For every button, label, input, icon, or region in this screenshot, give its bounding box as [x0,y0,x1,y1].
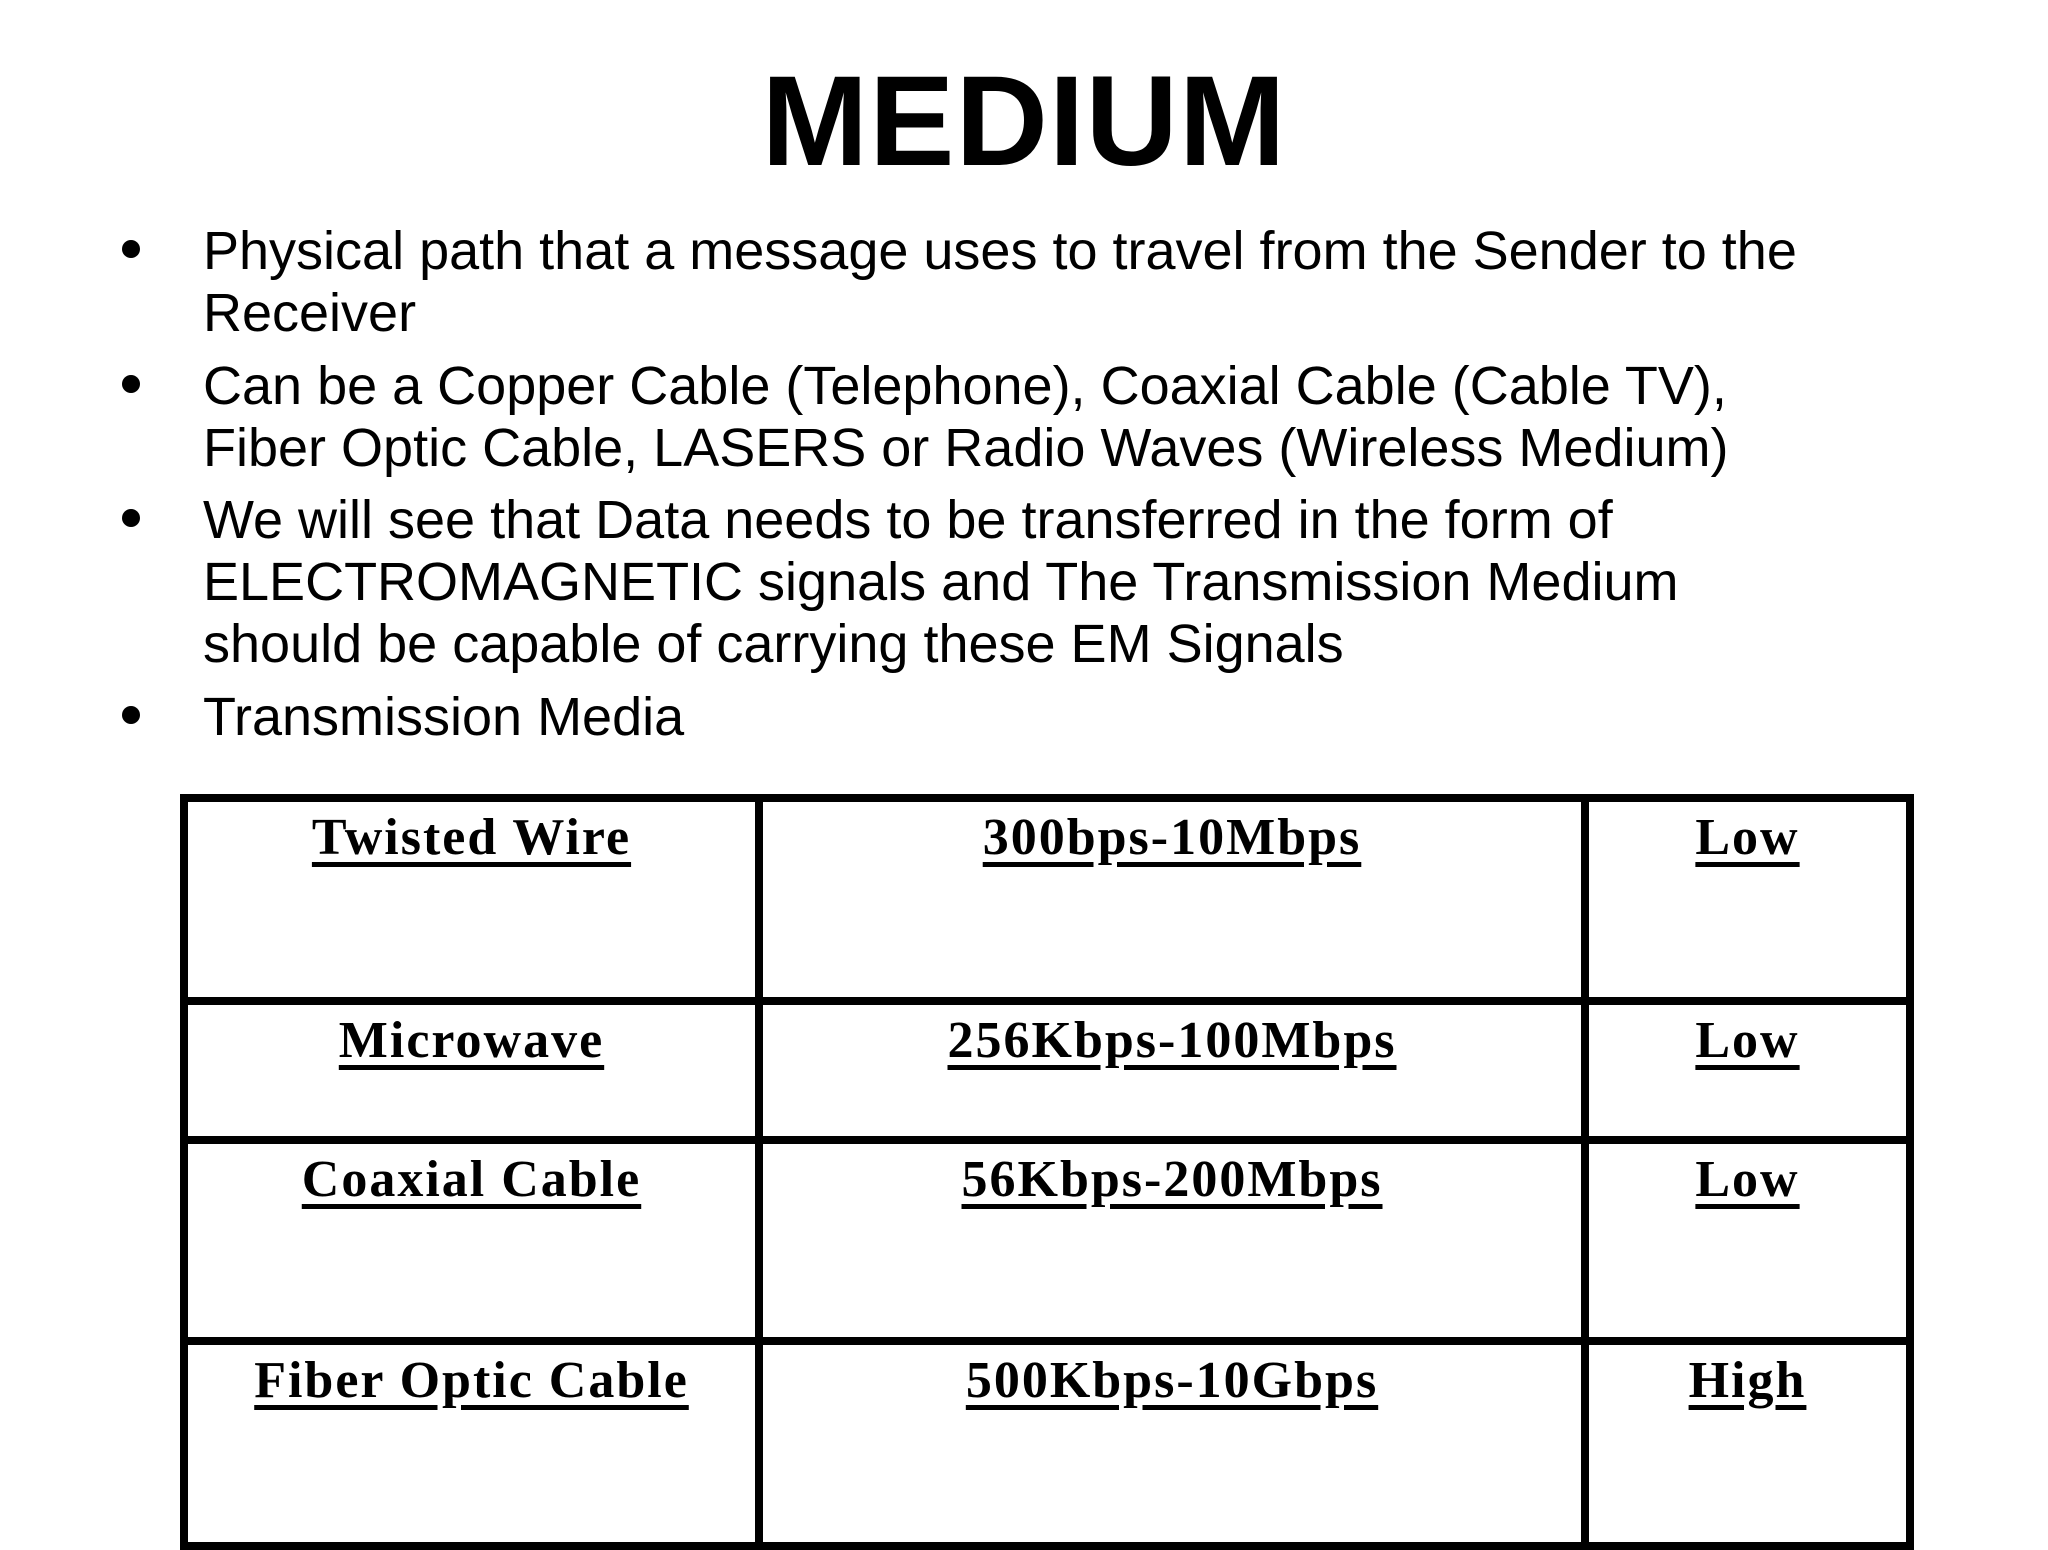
bullet-text-line: Transmission Media [203,687,685,747]
speed-cell [759,798,1585,1001]
cost-cell [1585,1140,1910,1341]
medium-cell [184,1001,759,1140]
bullet-dot-icon [122,706,140,724]
bullet-list [0,0,2048,760]
bullet-text-line: should be capable of carrying these EM Signals [203,614,1344,674]
medium-name: Twisted Wire [311,809,632,866]
table-row [184,798,1910,1001]
medium-name: Fiber Optic Cable [254,1352,689,1409]
medium-name: Coaxial Cable [301,1151,642,1208]
bullet-text-line: Receiver [203,283,417,343]
medium-cell [184,1140,759,1341]
speed-range: 256Kbps-100Mbps [947,1012,1397,1069]
speed-cell [759,1001,1585,1140]
medium-cell [184,1341,759,1546]
bullet-dot-icon [122,509,140,527]
speed-cell [759,1341,1585,1546]
bullet-text-line: Physical path that a message uses to travel from the Sender to the [203,221,1797,281]
transmission-media-table [180,794,1914,1550]
table-row [184,1140,1910,1341]
medium-name: Microwave [338,1012,605,1069]
cost-cell [1585,798,1910,1001]
speed-range: 56Kbps-200Mbps [961,1151,1383,1208]
bullet-text-line: Fiber Optic Cable, LASERS or Radio Waves (Wireless Medium) [203,418,1729,478]
cost-level: Low [1695,1151,1800,1208]
table-row [184,1341,1910,1546]
cost-level: High [1688,1352,1807,1409]
speed-cell [759,1140,1585,1341]
bullet-text-line: We will see that Data needs to be transferred in the form of [203,490,1613,550]
cost-cell [1585,1341,1910,1546]
cost-level: Low [1695,809,1800,866]
cost-cell [1585,1001,1910,1140]
bullet-text-line: Can be a Copper Cable (Telephone), Coaxial Cable (Cable TV), [203,356,1727,416]
medium-cell [184,798,759,1001]
slide-title: MEDIUM [761,50,1287,193]
table-row [184,1001,1910,1140]
bullet-dot-icon [122,375,140,393]
bullet-text-line: ELECTROMAGNETIC signals and The Transmission Medium [203,552,1679,612]
cost-level: Low [1695,1012,1800,1069]
speed-range: 500Kbps-10Gbps [965,1352,1379,1409]
bullet-dot-icon [122,240,140,258]
speed-range: 300bps-10Mbps [982,809,1362,866]
